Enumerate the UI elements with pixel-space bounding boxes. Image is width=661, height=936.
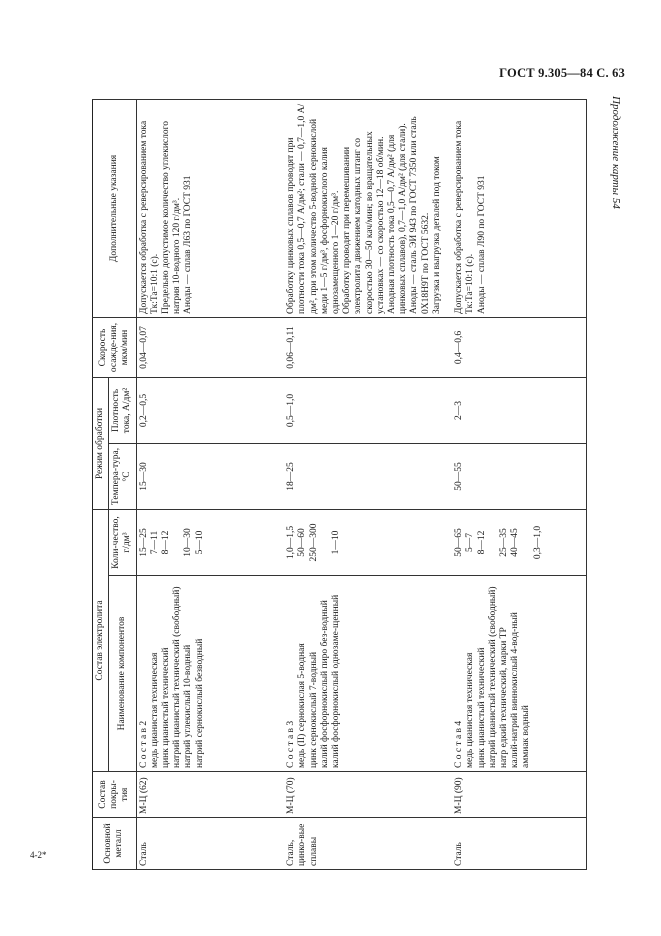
cell-quantity: 15—25 7—11 8—12 10—30 5—10 — [136, 509, 284, 575]
cell-coating: М-Ц (70) — [284, 772, 452, 818]
table-row — [136, 99, 284, 869]
cell-quantity: 50—65 5—7 8—12 25—35 40—45 0,3—1,0 — [452, 509, 586, 575]
page-number: 4-2* — [30, 850, 47, 860]
cell-quantity: 1,0—1,5 50—60 250—300 1—10 — [284, 509, 452, 575]
cell-notes: Допускается обработка с реверсированием тока Тк:Та=10:1 (с). Предельно допустимое количество углекислого натрия 10-водного 120 г/дм³. Аноды — сплав Л63 по ГОСТ 931 — [136, 99, 284, 317]
cell-current-density: 0,2—0,5 — [136, 377, 284, 443]
header-deposition-rate: Скорость осажде-ния, мкм/мин — [93, 317, 137, 377]
header-quantity: Коли-чество, г/дм³ — [109, 509, 136, 575]
table-row — [452, 99, 586, 869]
cell-coating: М-Ц (90) — [452, 772, 586, 818]
header-coating: Состав покры-тия — [93, 772, 137, 818]
cell-notes: Допускается обработка с реверсированием тока Тк:Та=10:1 (с). Аноды — сплав Л90 по ГОСТ 931 — [452, 99, 586, 317]
cell-deposition-rate: 0,4—0,6 — [452, 317, 586, 377]
cell-metal: Сталь — [452, 818, 586, 870]
continuation-note: Продолжение карты 54 — [610, 96, 622, 209]
cell-temperature: 15—30 — [136, 443, 284, 509]
header-current-density: Плотность тока, А/дм² — [109, 377, 136, 443]
table-row — [284, 99, 452, 869]
cell-temperature: 18—25 — [284, 443, 452, 509]
cell-deposition-rate: 0,06—0,11 — [284, 317, 452, 377]
cell-components: С о с т а в 3 медь (II) сернокислая 5-водная цинк сернокислый 7-водный калий фосфорнокислый пиро без-водный калий фосфорнокислый однозаме-щенный — [284, 576, 452, 772]
cell-current-density: 2—3 — [452, 377, 586, 443]
cell-components: С о с т а в 2 медь цианистая техническая цинк цианистый технический натрий цианистый технический (свободный) натрий углекислый 10-водный натрий сернокислый безводный — [136, 576, 284, 772]
cell-coating: М-Ц (62) — [136, 772, 284, 818]
header-component-name: Наименование компонентов — [109, 576, 136, 772]
header-electrolyte-group: Состав электролита — [93, 509, 109, 771]
page-header: ГОСТ 9.305—84 С. 63 — [499, 66, 625, 80]
process-table — [92, 100, 587, 870]
cell-metal: Сталь, цинко-вые сплавы — [284, 818, 452, 870]
cell-notes: Обработку цинковых сплавов проводят при плотности тока 0,5—0,7 А/дм²; стали — 0,7—1,0 А/дм², при этом количество 5-водной сернокислой меди 1—5 г/дм³, фосфорнокислого калия однозамещенного 1—20 г/дм³. Обработку проводят при перемешивании электролита движением катодных штанг со скоростью 30—50 кач/мин; во вращательных установках — со скоростью 12—18 об/мин. Анодная плотность тока 0,5—0,7 А/дм² (для цинковых сплавов), 0,7—1,0 А/дм² (для стали). Аноды — сталь ЭИ 943 по ГОСТ 7350 или сталь 0Х18Н9Т по ГОСТ 5632. Загрузка и выгрузка деталей под током — [284, 99, 452, 317]
cell-temperature: 50—55 — [452, 443, 586, 509]
header-base-metal: Основной металл — [93, 818, 137, 870]
cell-components: С о с т а в 4 медь цианистая техническая цинк цианистый технический натрий цианистый технический (свободный) натр едкий технический, марки ТР калий-натрий виннокислый 4-вод-ный аммиак водный — [452, 576, 586, 772]
cell-current-density: 0,5—1,0 — [284, 377, 452, 443]
electrolyte-table — [92, 99, 587, 870]
header-notes: Дополнительные указания — [93, 99, 137, 317]
header-mode-group: Режим обработки — [93, 377, 109, 509]
cell-deposition-rate: 0,04—0,07 — [136, 317, 284, 377]
cell-metal: Сталь — [136, 818, 284, 870]
header-temperature: Темпера-тура, °С — [109, 443, 136, 509]
